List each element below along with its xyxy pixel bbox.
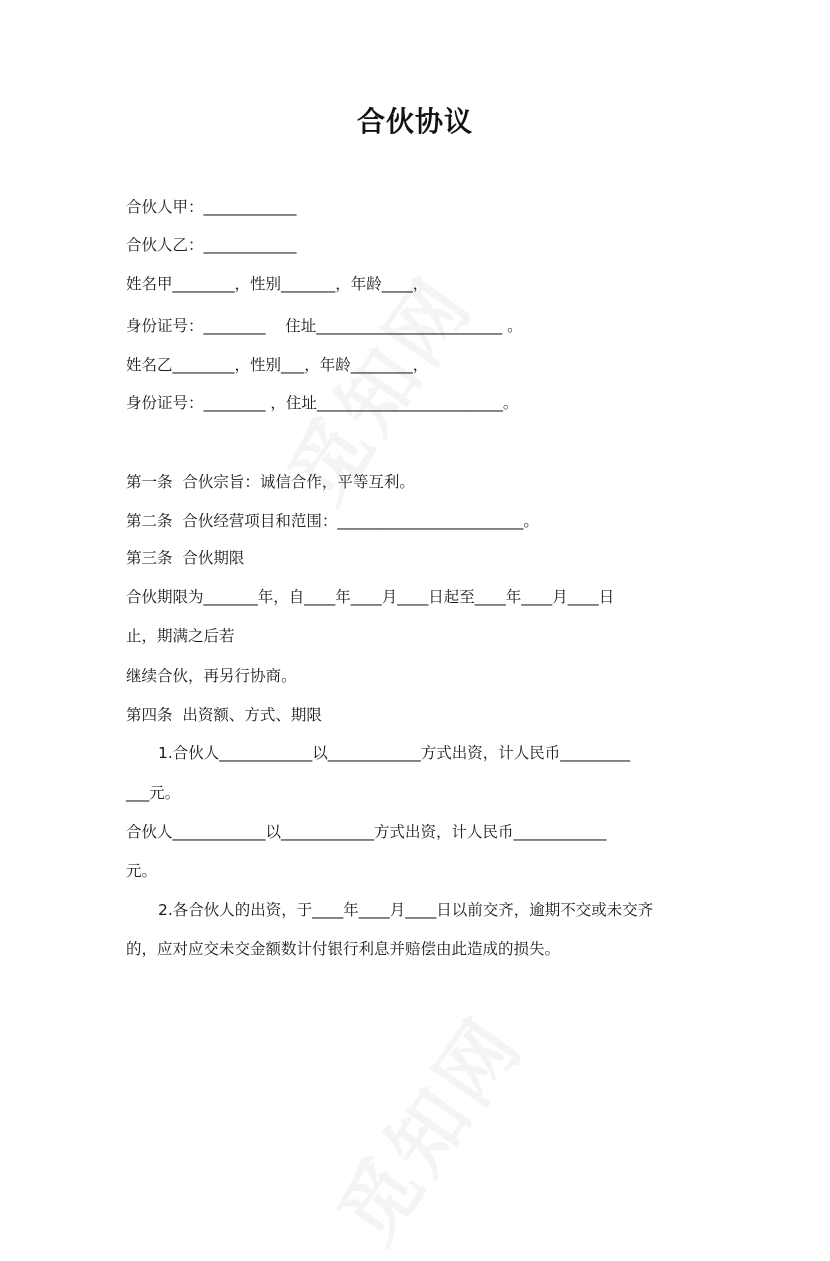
party-a-line: 合伙人甲：____________ — [126, 198, 297, 216]
article-4-clause-1: ___元。 — [126, 784, 181, 802]
name-a-line: 姓名甲________，性别_______，年龄____， — [126, 275, 429, 293]
document-title: 合伙协议 — [356, 105, 473, 138]
article-3-text: 继续合伙，再另行协商。 — [126, 667, 297, 685]
article-1: 第一条 合伙宗旨：诚信合作，平等互利。 — [126, 473, 415, 491]
party-b-line: 合伙人乙：____________ — [126, 236, 297, 254]
id-a-line: 身份证号：________ 住址________________________ 。 — [126, 317, 523, 335]
article-3-heading: 第三条 合伙期限 — [126, 549, 245, 567]
id-b-line: 身份证号：________ ，住址________________________。 — [126, 394, 519, 412]
article-3-text: 止，期满之后若 — [126, 627, 235, 645]
watermark — [308, 991, 544, 1261]
article-4-clause-2: 2.各合伙人的出资，于____年____月____日以前交齐，逾期不交或未交齐 — [158, 901, 654, 919]
article-4-heading: 第四条 出资额、方式、期限 — [126, 706, 322, 724]
article-3-text: 合伙期限为_______年，自____年____月____日起至____年____月____日 — [126, 588, 615, 606]
article-4-clause-1: 元。 — [126, 862, 158, 880]
article-4-clause-2: 的，应对应交未交金额数计付银行利息并赔偿由此造成的损失。 — [126, 940, 561, 958]
article-4-clause-1: 1.合伙人____________以____________方式出资，计人民币_________ — [158, 744, 631, 762]
article-2: 第二条 合伙经营项目和范围：________________________。 — [126, 512, 539, 530]
name-b-line: 姓名乙________，性别___，年龄________， — [126, 356, 429, 374]
article-4-clause-1: 合伙人____________以____________方式出资，计人民币____________ — [126, 823, 607, 841]
